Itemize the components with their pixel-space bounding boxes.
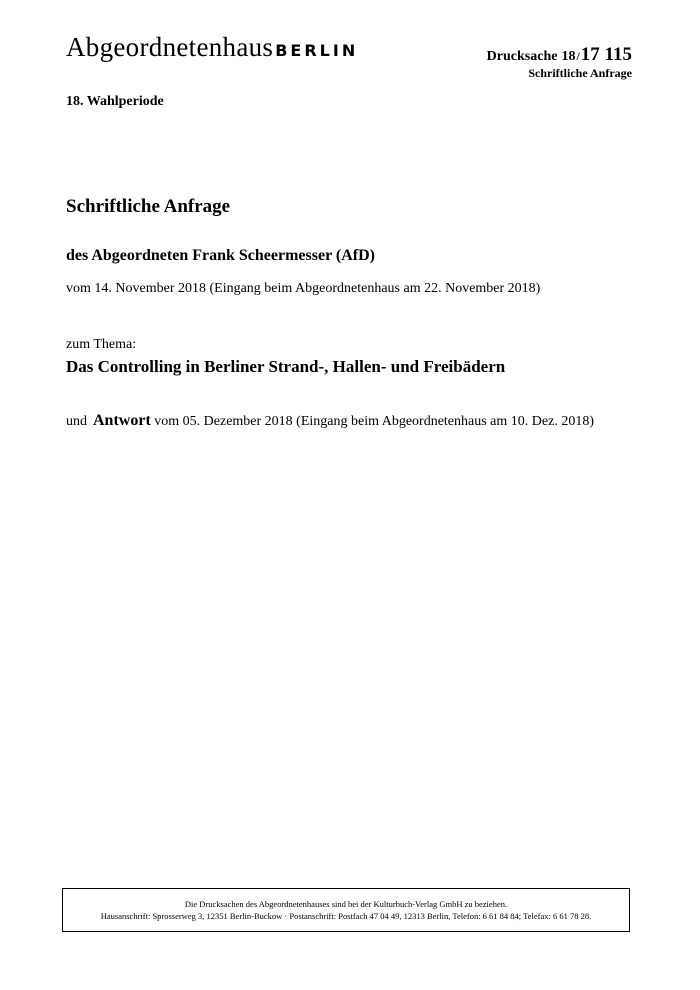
logo-word: Abgeordnetenhaus [66,32,274,62]
inquiry-date: vom 14. November 2018 (Eingang beim Abgeordnetenhaus am 22. November 2018) [66,281,541,296]
topic-title: Das Controlling in Berliner Strand-, Hallen- und Freibädern [66,357,506,376]
topic-label: zum Thema: [66,337,137,352]
document-type: Schriftliche Anfrage [528,66,632,80]
document-number-slash: / [576,49,580,63]
footer-box [62,888,630,932]
inquiry-author: des Abgeordneten Frank Scheermesser (AfD) [66,247,375,264]
answer-prefix: und [66,414,87,429]
document-number-value: 17 115 [580,44,632,65]
document-number-label: Drucksache [486,49,558,64]
page-title: Schriftliche Anfrage [66,196,231,217]
answer-word: Antwort [93,412,151,429]
parliament-logo [66,34,358,61]
answer-line [66,412,594,430]
logo-city: BERLIN [275,41,359,60]
document-number [487,44,632,66]
answer-date: vom 05. Dezember 2018 (Eingang beim Abgeordnetenhaus am 10. Dez. 2018) [150,414,594,429]
legislative-period: 18. Wahlperiode [66,94,164,109]
footer-line-1: Die Drucksachen des Abgeordnetenhauses sind bei der Kulturbuch-Verlag GmbH zu beziehen. [184,899,508,909]
document-number-period: 18 [561,49,576,64]
footer-line-2: Hausanschrift: Sprosserweg 3, 12351 Berlin-Buckow · Postanschrift: Postfach 47 04 49, 12313 Berlin, Telefon: 6 61 84 84; Telefax: 6 61 78 28. [100,911,592,921]
